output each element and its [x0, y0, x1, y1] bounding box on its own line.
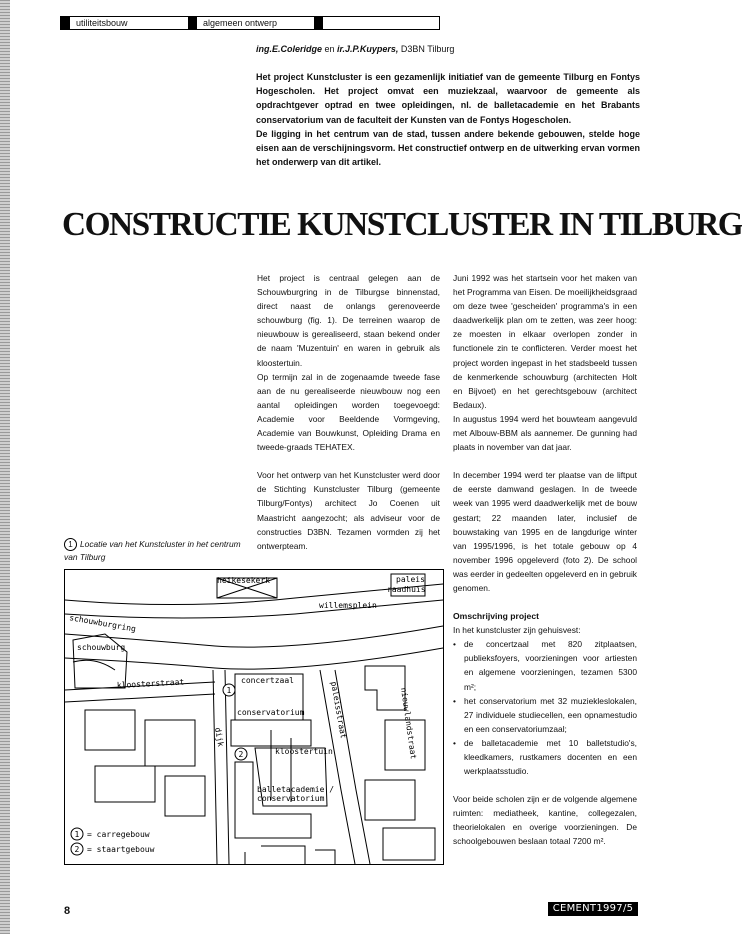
section-marker-block — [61, 17, 70, 29]
map-label-nieuwlandstraat: nieuwlandstraat — [399, 687, 418, 760]
figure-caption-text: Locatie van het Kunstcluster in het centrum van Tilburg — [64, 539, 241, 562]
map-label-balletacademie: balletacademie / — [257, 785, 335, 794]
body-paragraph: Het project is centraal gelegen aan de Schouwburgring in de Tilburgse binnenstad, direct naast de onlangs gerenoveerde schouwburg (fig. 1). De terreinen waarop de nieuwbouw is gerealiseerd, staan bekend onder de naam 'Muzentuin' en waren in gebruik als kloostertuin. — [257, 273, 440, 368]
map-label-dijk: dijk — [213, 726, 226, 748]
journal-issue-badge: CEMENT1997/5 — [548, 902, 638, 916]
author-1: ing.E.Coleridge — [256, 44, 323, 54]
list-item: • het conservatorium met 32 muziekleslokalen, 27 individuele studiecellen, een opnamestudio en een conservatoriumzaal; — [453, 694, 637, 736]
article-title: CONSTRUCTIE KUNSTCLUSTER IN TILBURG — [62, 206, 742, 243]
lead-paragraph-2: De ligging in het centrum van de stad, tussen andere bekende gebouwen, stelde hoge eisen aan de verschijningsvorm. Het constructief ontwerp en de uitwerking ervan vormen het onderwerp van dit artikel. — [256, 128, 640, 168]
map-label-willemsplein: willemsplein — [319, 601, 377, 610]
section-label-1: utiliteitsbouw — [76, 18, 128, 28]
lead-paragraph-1: Het project Kunstcluster is een gezamenlijk initiatief van de gemeente Tilburg en Fontys Hogescholen. Het project omvat een muziekzaal, waarvoor de gemeente als opdrachtgever optrad en twee opleidingen, nl. de balletacademie en het Brabants conservatorium van de faculteit der Kunsten van de Fontys Hogescholen. — [256, 72, 640, 125]
legend-marker-2: 2 — [74, 845, 80, 854]
site-map-drawing — [65, 570, 443, 864]
section-marker-block — [188, 17, 197, 29]
map-label-schouwburgring: schouwburgring — [68, 613, 137, 634]
body-paragraph: Juni 1992 was het startsein voor het maken van het Programma van Eisen. De moeilijkheidsgraad om deze twee 'gescheiden' programma's in een daadwerkelijk plan om te zetten, was zeer hoog: ze moesten in elkaar overlopen zonder in functionele zin te conflicteren. Verder moest het project worden ingepast in het stadsbeeld tussen de kenmerkende schouwburg (architecten Holt en Bijvoet) en het gerechtsgebouw (architect Bedaux). — [453, 273, 637, 410]
binding-strip — [0, 0, 10, 934]
map-label-kloostertuin: kloostertuin — [275, 747, 333, 756]
map-label-conservatorium: conservatorium — [237, 708, 305, 717]
body-paragraph: Voor beide scholen zijn er de volgende algemene ruimten: mediatheek, kantine, collegezalen, theorielokalen en overige voorzieningen. De schoolgebouwen beslaan totaal 7200 m². — [453, 794, 637, 847]
map-label-conservatorium-2: conservatorium — [257, 794, 325, 803]
author-affiliation: D3BN Tilburg — [398, 44, 455, 54]
list-item: • de balletacademie met 10 balletstudio's, kleedkamers, rustkamers docenten en een werkplaatsstudio. — [453, 736, 637, 778]
body-paragraph: Voor het ontwerp van het Kunstcluster werd door de Stichting Kunstcluster Tilburg (gemeente Tilburg/Fontys) architect Jo Coenen uit Maastricht aangezocht; als adviseur voor de constructies D3BN. Tezamen vormden zij het ontwerpteam. — [257, 470, 440, 551]
map-marker-2: 2 — [238, 750, 244, 759]
legend-text-1: = carregebouw — [87, 830, 150, 839]
section-marker-block — [314, 17, 323, 29]
byline — [256, 43, 454, 55]
section-tab-algemeen-ontwerp — [188, 17, 314, 29]
section-tab-utiliteitsbouw — [61, 17, 188, 29]
list-item: • de concertzaal met 820 zitplaatsen, publieksfoyers, voorzieningen voor artiesten en algemene voorzieningen, tezamen 5300 m²; — [453, 637, 637, 693]
map-label-raadhuis: raadhuis — [387, 585, 426, 594]
article-lead — [256, 70, 640, 169]
page-number: 8 — [64, 905, 71, 917]
facilities-list — [453, 637, 637, 778]
byline-conjunction: en — [322, 44, 338, 54]
map-label-paleis: paleis — [396, 575, 425, 584]
section-heading: Omschrijving project — [453, 611, 539, 622]
figure-caption — [64, 538, 254, 564]
map-label-concertzaal: concertzaal — [241, 676, 294, 685]
map-label-schouwburg: schouwburg — [77, 643, 126, 652]
map-label-kloosterstraat: kloosterstraat — [116, 677, 185, 690]
section-tab-empty — [314, 17, 439, 29]
section-header-bar — [60, 16, 440, 30]
author-2: ir.J.P.Kuypers, — [337, 44, 399, 54]
section-label-2: algemeen ontwerp — [203, 18, 278, 28]
body-paragraph: In het kunstcluster zijn gehuisvest: — [453, 625, 581, 636]
site-map-figure — [64, 569, 444, 865]
map-label-heikesekerk: heikesekerk — [217, 576, 270, 585]
map-marker-1: 1 — [226, 686, 232, 695]
map-label-paleisstraat: paleisstraat — [329, 680, 348, 740]
body-paragraph: In augustus 1994 werd het bouwteam aangevuld met Albouw-BBM als aannemer. De gunning had plaats in november van dat jaar. — [453, 413, 637, 453]
legend-marker-1: 1 — [74, 830, 80, 839]
body-paragraph: Op termijn zal in de zogenaamde tweede fase aan de nu gerealiseerde nieuwbouw nog een aantal opleidingen worden toegevoegd: Academie voor Beeldende Vormgeving, Academie van Bouwkunst, Opleiding Drama en tweede-graads TEHATEX. — [257, 371, 440, 453]
body-column-middle — [257, 271, 440, 553]
body-paragraph: In december 1994 werd ter plaatse van de liftput de eerste damwand geslagen. In de tweede week van 1995 werd daadwerkelijk met de bouw gestart; 22 maanden later, inclusief de bouwstaking van 1995 en de langdurige winter van 1995/1996, is het totale gebouw op 4 november 1996 opgeleverd (foto 2). De school was eerder in gedeelten opgeleverd en in gebruik genomen. — [453, 470, 637, 593]
body-column-right — [453, 271, 637, 849]
legend-text-2: = staartgebouw — [87, 845, 155, 854]
figure-number: 1 — [64, 538, 77, 551]
